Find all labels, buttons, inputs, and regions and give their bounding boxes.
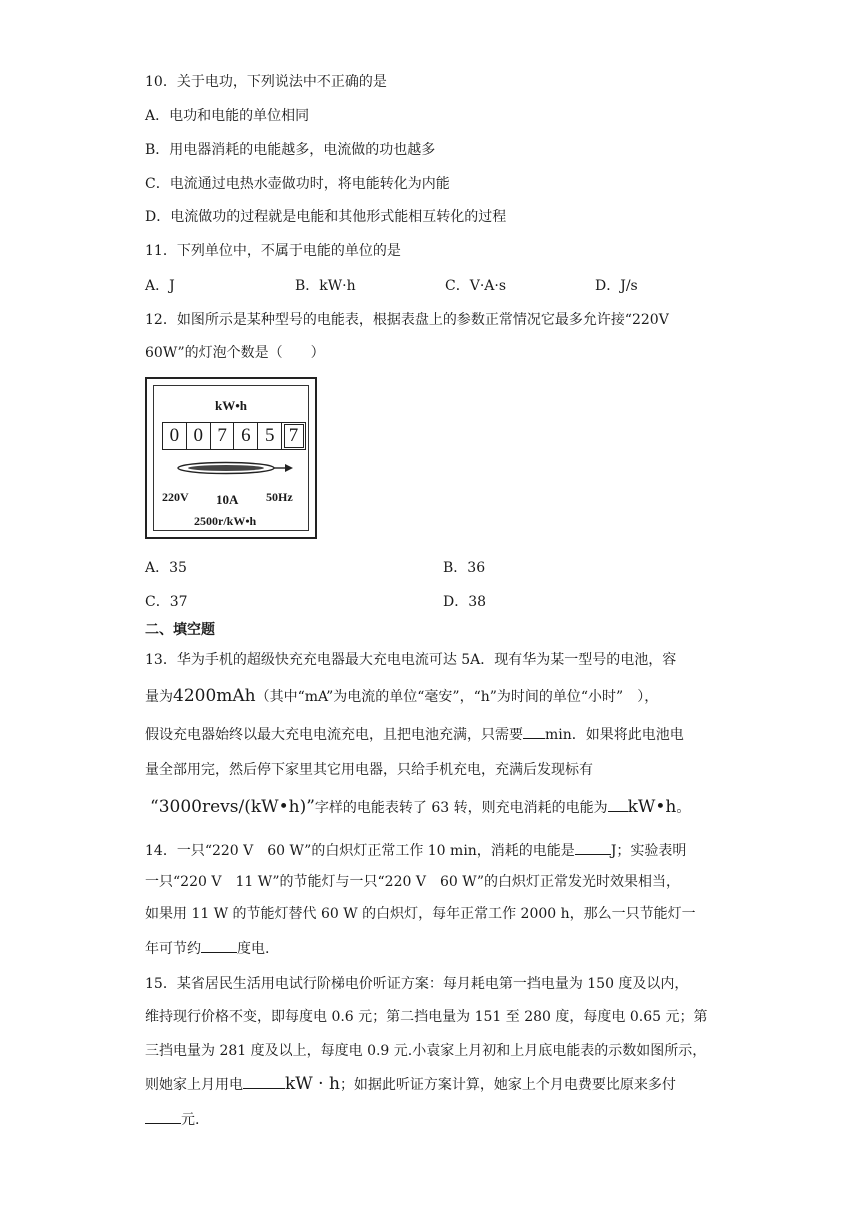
q10-option-b: B．用电器消耗的电能越多，电流做的功也越多 [145, 142, 436, 158]
meter-constant-label: 2500r/kW•h [194, 514, 257, 528]
q13-line5 [150, 797, 690, 818]
meter-digit-counter [162, 422, 306, 450]
q13-line3-post: min．如果将此电池电 [545, 727, 684, 743]
q12-option-c: C．37 [145, 594, 188, 610]
q10-stem: 10．关于电功，下列说法中不正确的是 [145, 74, 387, 90]
q15-usage-unit: kW · h [285, 1074, 340, 1094]
q14-line1-pre: 14．一只“220 V 60 W”的白炽灯正常工作 10 min，消耗的电能是 [145, 843, 575, 859]
meter-digit: 7 [211, 423, 235, 449]
q12-option-d: D．38 [443, 594, 487, 610]
q13-answer-blank-minutes[interactable] [523, 724, 545, 739]
q15-answer-blank-extra-cost[interactable] [145, 1109, 181, 1124]
q12-option-a: A．35 [145, 560, 187, 576]
q15-line3: 三挡电量为 281 度及以上，每度电 0.9 元.小袁家上月初和上月底电能表的示数如图所示， [145, 1043, 707, 1059]
q14-line1-post: J；实验表明 [610, 843, 687, 859]
q13-meter-spec: “3000revs/(kW•h)” [150, 797, 315, 817]
energy-meter-figure [145, 377, 317, 539]
q14-line4-post: 度电. [237, 941, 270, 957]
q13-line2-pre: 量为 [145, 689, 173, 705]
q14-line3: 如果用 11 W 的节能灯替代 60 W 的白炽灯，每年正常工作 2000 h，那么一只节能灯一 [145, 906, 696, 922]
q13-line1: 13．华为手机的超级快充充电器最大充电电流可达 5A．现有华为某一型号的电池，容 [145, 652, 677, 668]
q15-line5-post: 元. [181, 1112, 200, 1128]
meter-frequency-label: 50Hz [266, 490, 293, 504]
q11-option-c: C．V·A·s [445, 278, 507, 294]
q12-stem-line1: 12．如图所示是某种型号的电能表，根据表盘上的参数正常情况它最多允许接“220V [145, 312, 669, 328]
q15-line2: 维持现行价格不变，即每度电 0.6 元；第二挡电量为 151 至 280 度，每度电 0.65 元；第 [145, 1009, 708, 1025]
meter-digit-decimal [282, 423, 305, 449]
meter-current-label: 10A [216, 492, 239, 507]
q15-answer-blank-usage[interactable] [243, 1074, 285, 1089]
q13-line5-end: 。 [676, 800, 691, 816]
q13-line3 [145, 724, 684, 745]
meter-voltage-label: 220V [162, 490, 189, 504]
q14-answer-blank-kwh[interactable] [201, 938, 237, 953]
q15-line5 [145, 1109, 199, 1130]
q11-option-a: A．J [145, 278, 175, 294]
q12-stem-line2: 60W”的灯泡个数是（ ） [145, 345, 325, 361]
q15-line4 [145, 1074, 676, 1095]
q13-line2 [145, 686, 658, 707]
q13-line5-mid: 字样的电能表转了 63 转，则充电消耗的电能为 [314, 800, 608, 816]
q10-option-a: A．电功和电能的单位相同 [145, 108, 310, 124]
q10-option-c: C．电流通过电热水壶做功时，将电能转化为内能 [145, 176, 450, 192]
meter-digit: 7 [284, 424, 304, 448]
q10-option-d: D．电流做功的过程就是电能和其他形式能相互转化的过程 [145, 209, 507, 225]
meter-digit: 6 [234, 423, 258, 449]
q11-option-b: B．kW·h [295, 278, 356, 294]
q13-line2-post: （其中“mA”为电流的单位“毫安”，“h”为时间的单位“小时” ）， [255, 689, 659, 705]
q14-line2: 一只“220 V 11 W”的节能灯与一只“220 V 60 W”的白炽灯正常发光时效果相当， [145, 874, 681, 890]
q11-stem: 11．下列单位中，不属于电能的单位的是 [145, 243, 401, 259]
section-heading-fill-in: 二、填空题 [145, 622, 215, 638]
q11-option-d: D．J/s [595, 278, 638, 294]
meter-digit: 0 [187, 423, 211, 449]
q15-line4-pre: 则她家上月用电 [145, 1077, 243, 1093]
meter-digit: 5 [258, 423, 282, 449]
q15-line4-post: ；如据此听证方案计算，她家上个月电费要比原来多付 [339, 1077, 676, 1093]
q13-energy-unit: kW•h [627, 797, 677, 817]
energy-meter-face [153, 385, 309, 531]
q13-answer-blank-energy[interactable] [608, 797, 628, 812]
meter-unit-label: kW•h [214, 398, 247, 413]
q14-line4-pre: 年可节约 [145, 941, 201, 957]
meter-digit: 0 [163, 423, 187, 449]
q14-answer-blank-joules[interactable] [575, 840, 611, 855]
q12-option-b: B．36 [443, 560, 486, 576]
q14-line4 [145, 938, 269, 959]
q15-line1: 15．某省居民生活用电试行阶梯电价听证方案：每月耗电第一挡电量为 150 度及以内， [145, 976, 689, 992]
q13-battery-capacity: 4200mAh [173, 686, 256, 706]
q13-line3-pre: 假设充电器始终以最大充电电流充电，且把电池充满，只需要 [145, 727, 523, 743]
q14-line1 [145, 840, 686, 861]
meter-rotating-disc-icon [174, 460, 294, 476]
q13-line4: 量全部用完，然后停下家里其它用电器，只给手机充电，充满后发现标有 [145, 762, 593, 778]
